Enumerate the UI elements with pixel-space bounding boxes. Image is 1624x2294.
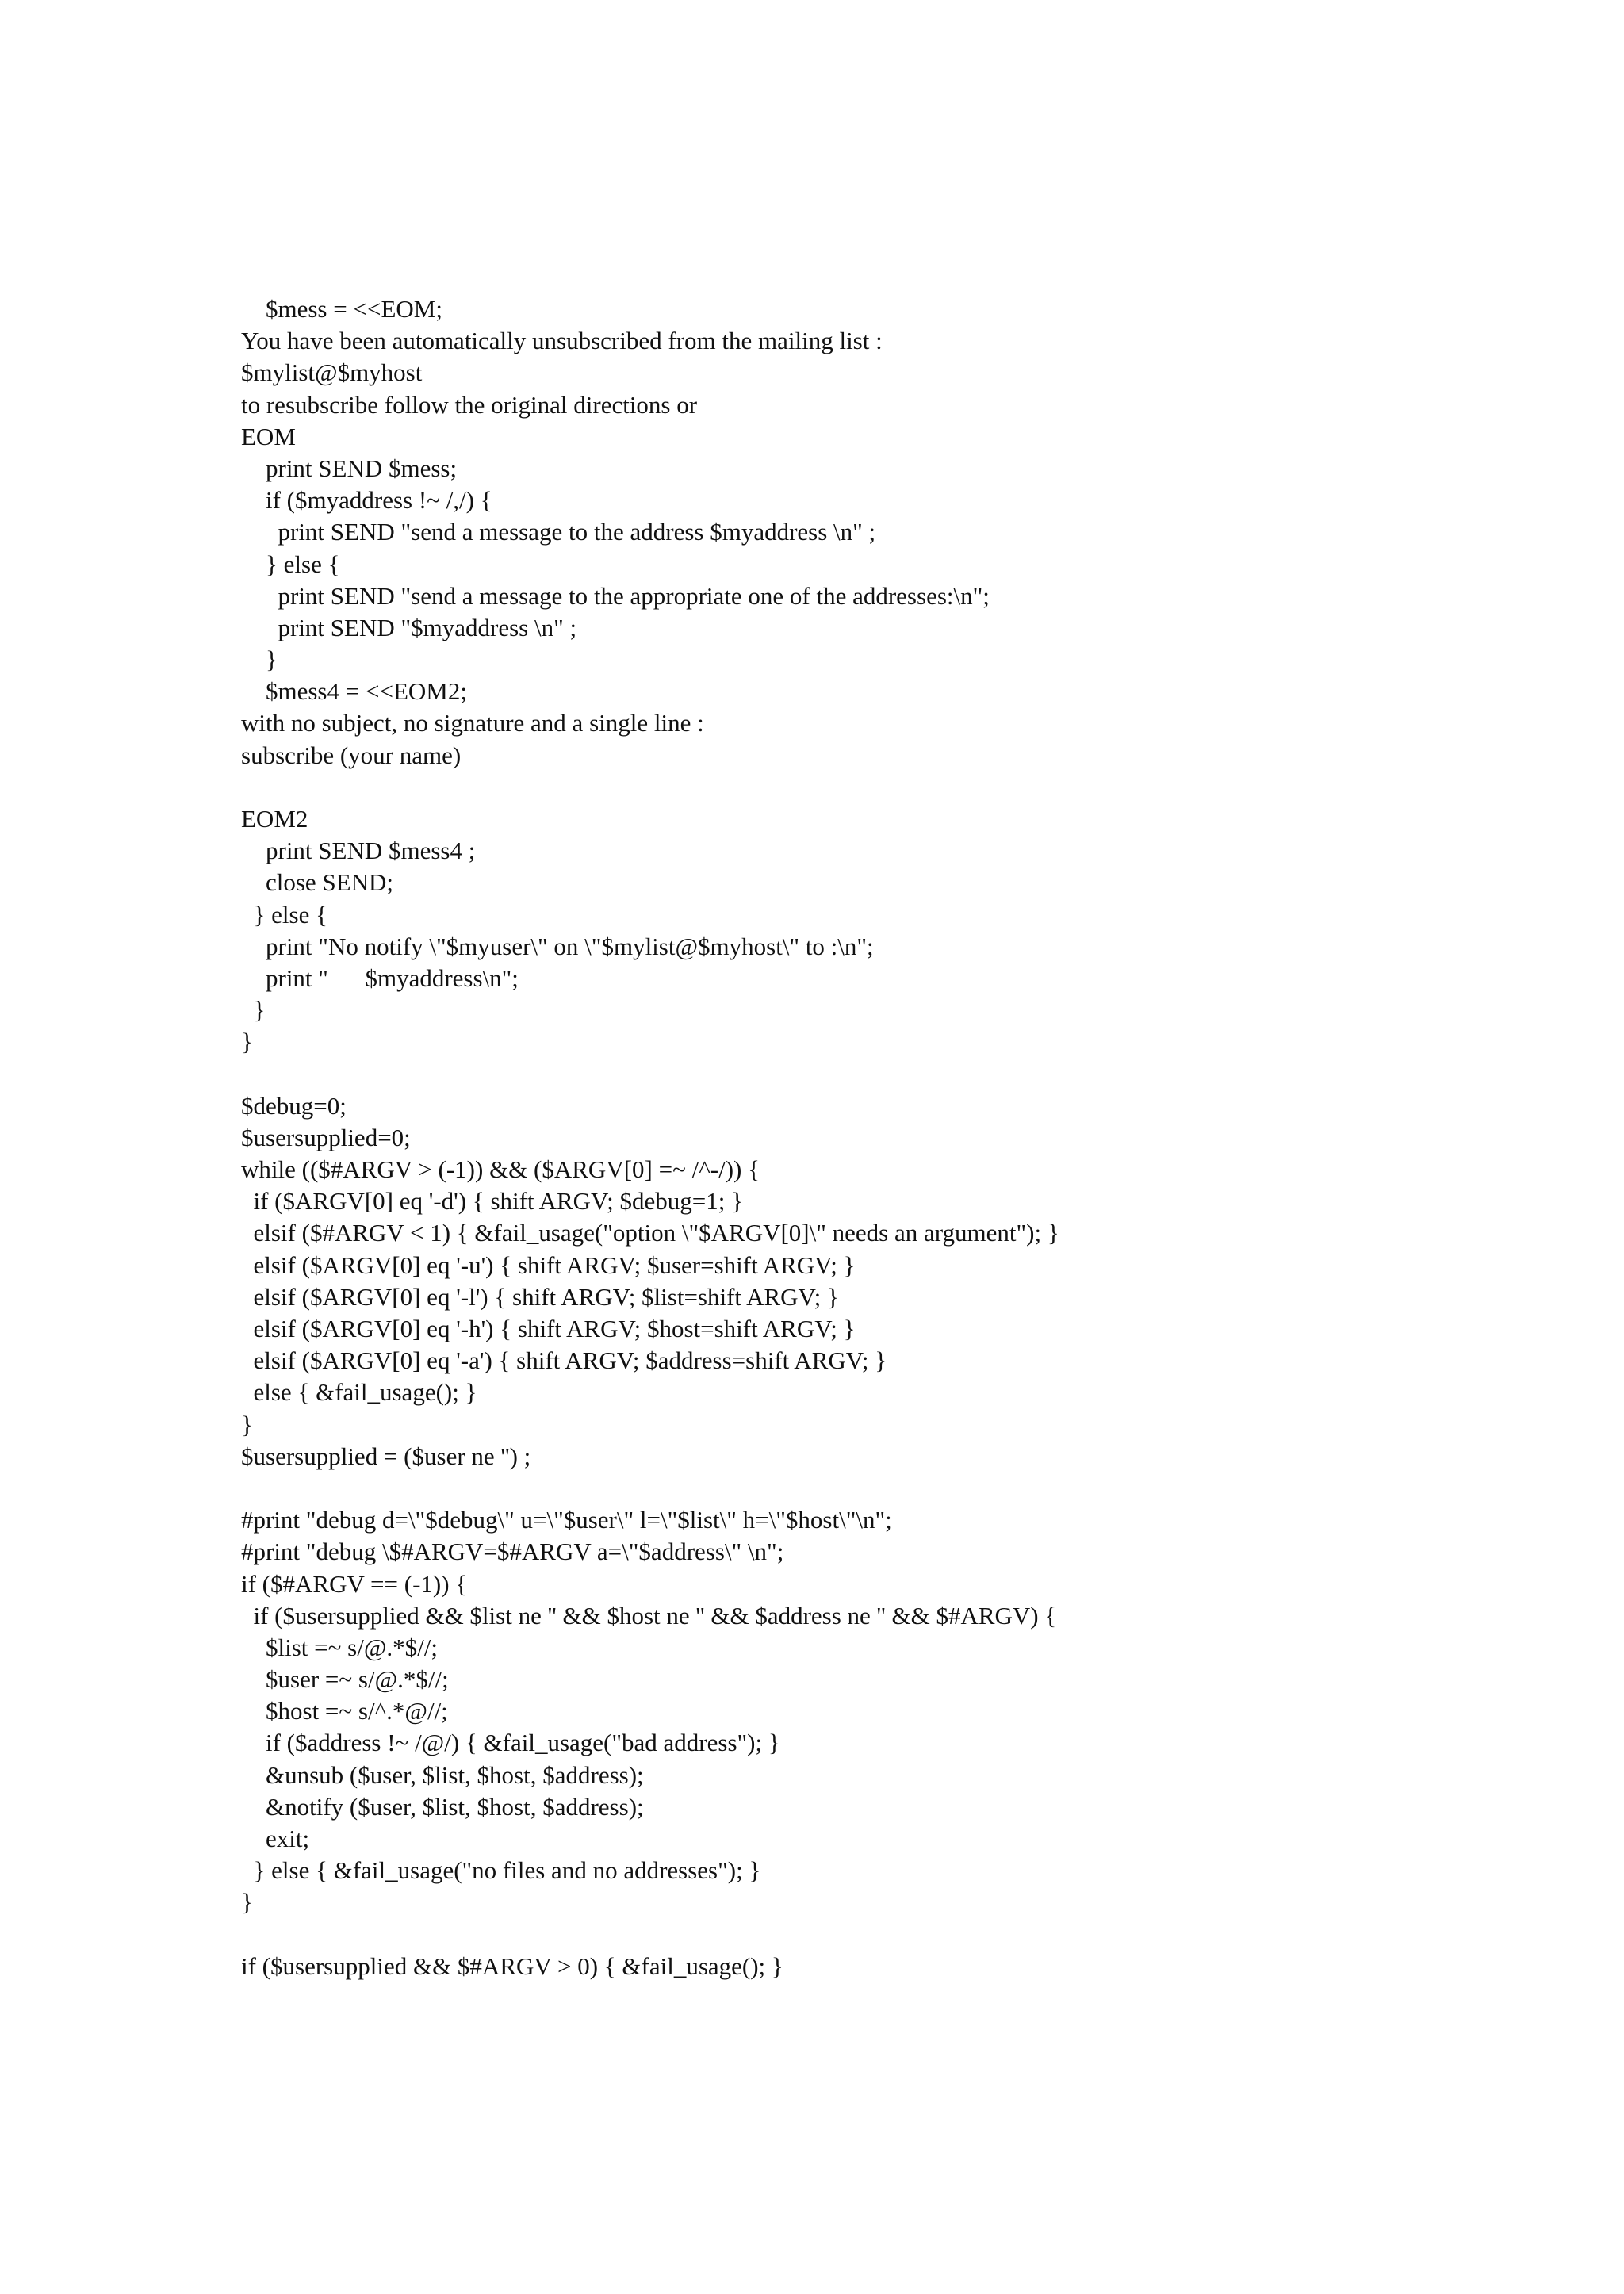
code-line: &notify ($user, $list, $host, $address);	[241, 1792, 644, 1821]
code-line: You have been automatically unsubscribed from the mailing list :	[241, 327, 883, 355]
code-line: if ($usersupplied && $list ne '' && $host ne '' && $address ne '' && $#ARGV) {	[241, 1601, 1057, 1630]
code-line: $list =~ s/@.*$//;	[241, 1633, 438, 1661]
code-line: print SEND "send a message to the address $myaddress \n" ;	[241, 518, 876, 546]
code-line: if ($address !~ /@/) { &fail_usage("bad address"); }	[241, 1729, 780, 1757]
code-line: }	[241, 645, 278, 674]
code-line: exit;	[241, 1825, 310, 1852]
code-line	[241, 1059, 1573, 1090]
code-line: elsif ($ARGV[0] eq '-l') { shift ARGV; $list=shift ARGV; }	[241, 1282, 839, 1311]
code-line: print "No notify \"$myuser\" on \"$mylist@$myhost\" to :\n";	[241, 932, 874, 960]
code-line: } else { &fail_usage("no files and no addresses"); }	[241, 1856, 761, 1885]
code-line: }	[241, 1410, 253, 1438]
code-line	[241, 772, 1573, 803]
code-line: if ($#ARGV == (-1)) {	[241, 1569, 468, 1598]
code-line: elsif ($#ARGV < 1) { &fail_usage("option \"$ARGV[0]\" needs an argument"); }	[241, 1219, 1059, 1247]
code-line: print SEND "$myaddress \n" ;	[241, 613, 577, 641]
code-line: $mess4 = <<EOM2;	[241, 677, 467, 706]
code-line: elsif ($ARGV[0] eq '-a') { shift ARGV; $address=shift ARGV; }	[241, 1346, 887, 1375]
code-line	[241, 1473, 1573, 1504]
code-line: print " $myaddress\n";	[241, 963, 519, 992]
code-line: $debug=0;	[241, 1091, 347, 1120]
code-line: elsif ($ARGV[0] eq '-h') { shift ARGV; $host=shift ARGV; }	[241, 1315, 856, 1342]
code-line: } else {	[241, 900, 327, 929]
code-listing	[241, 293, 1573, 1982]
code-line: #print "debug \$#ARGV=$#ARGV a=\"$address\" \n";	[241, 1538, 784, 1566]
code-line: }	[241, 996, 266, 1024]
code-line: } else {	[241, 550, 340, 578]
code-line: if ($usersupplied && $#ARGV > 0) { &fail_usage(); }	[241, 1951, 783, 1980]
code-line: print SEND $mess4 ;	[241, 837, 476, 865]
code-line: $usersupplied = ($user ne '') ;	[241, 1442, 531, 1470]
code-line: else { &fail_usage(); }	[241, 1378, 477, 1407]
code-line: $mess = <<EOM;	[241, 295, 442, 323]
code-line: print SEND "send a message to the appropriate one of the addresses:\n";	[241, 581, 990, 610]
code-line	[241, 1919, 1573, 1951]
code-line: if ($ARGV[0] eq '-d') { shift ARGV; $debug=1; }	[241, 1187, 743, 1216]
code-line: with no subject, no signature and a single line :	[241, 709, 704, 737]
code-line: EOM	[241, 422, 296, 450]
code-line: print SEND $mess;	[241, 454, 458, 482]
code-line: $usersupplied=0;	[241, 1123, 411, 1151]
code-line: #print "debug d=\"$debug\" u=\"$user\" l=\"$list\" h=\"$host\"\n";	[241, 1506, 892, 1534]
code-line: }	[241, 1028, 253, 1056]
code-line: if ($myaddress !~ /,/) {	[241, 486, 492, 515]
code-line: &unsub ($user, $list, $host, $address);	[241, 1760, 644, 1789]
code-line: while (($#ARGV > (-1)) && ($ARGV[0] =~ /^-/)) {	[241, 1155, 760, 1184]
code-line: }	[241, 1888, 253, 1917]
code-line: close SEND;	[241, 868, 394, 897]
code-line: $mylist@$myhost	[241, 358, 423, 387]
code-line: subscribe (your name)	[241, 741, 462, 769]
code-line: $user =~ s/@.*$//;	[241, 1665, 449, 1694]
code-line: $host =~ s/^.*@//;	[241, 1697, 448, 1725]
code-line: elsif ($ARGV[0] eq '-u') { shift ARGV; $user=shift ARGV; }	[241, 1250, 856, 1279]
code-line: to resubscribe follow the original directions or	[241, 390, 698, 419]
code-line: EOM2	[241, 805, 308, 833]
